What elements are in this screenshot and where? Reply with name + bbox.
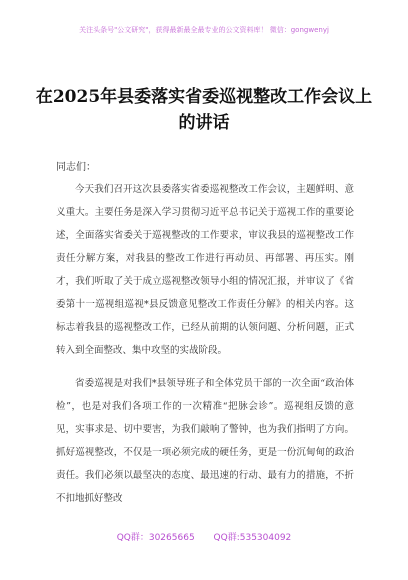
footer [0, 530, 408, 543]
document-body [56, 178, 354, 520]
paragraph: 省委巡视是对我们*县领导班子和全体党员干部的一次全面“政治体检”，也是对我们各项工作的一次精准“把脉会诊”。巡视组反馈的意见，实事求是、切中要害，为我们敲响了警钟，也为我们指明了方向。抓好巡视整改，不仅是一项必须完成的硬任务，更是一份沉甸甸的政治责任。我们必须以最坚决的态度、最迅速的行动、最有力的措施，不折不扣地抓好整改 [56, 378, 354, 504]
salutation: 同志们： [56, 162, 96, 173]
header-note: 关注头条号"公文研究"，获得最新最全最专业的公文资料库！ 微信：gongwenyj [79, 26, 329, 34]
footer-qq-group-2: QQ群:535304092 [213, 533, 292, 543]
paragraph: 今天我们召开这次县委落实省委巡视整改工作会议，主题鲜明、意义重大。主要任务是深入学习贯彻习近平总书记关于巡视工作的重要论述，全面落实省委关于巡视整改的工作要求，审议我县的巡视整改工作责任分解方案，对我县的整改工作进行再动员、再部署、再压实。刚才，我们听取了关于成立巡视整改领导小组的情况汇报，并审议了《省委第十一巡视组巡视*县反馈意见整改工作责任分解》的相关内容。这标志着我县的巡视整改工作，已经从前期的认领问题、分析问题，正式转入到全面整改、集中攻坚的实战阶段。 [56, 184, 354, 356]
footer-qq-group-1: QQ群：30265665 [116, 533, 195, 543]
document-title: 在2025年县委落实省委巡视整改工作会议上的讲话 [35, 87, 373, 133]
